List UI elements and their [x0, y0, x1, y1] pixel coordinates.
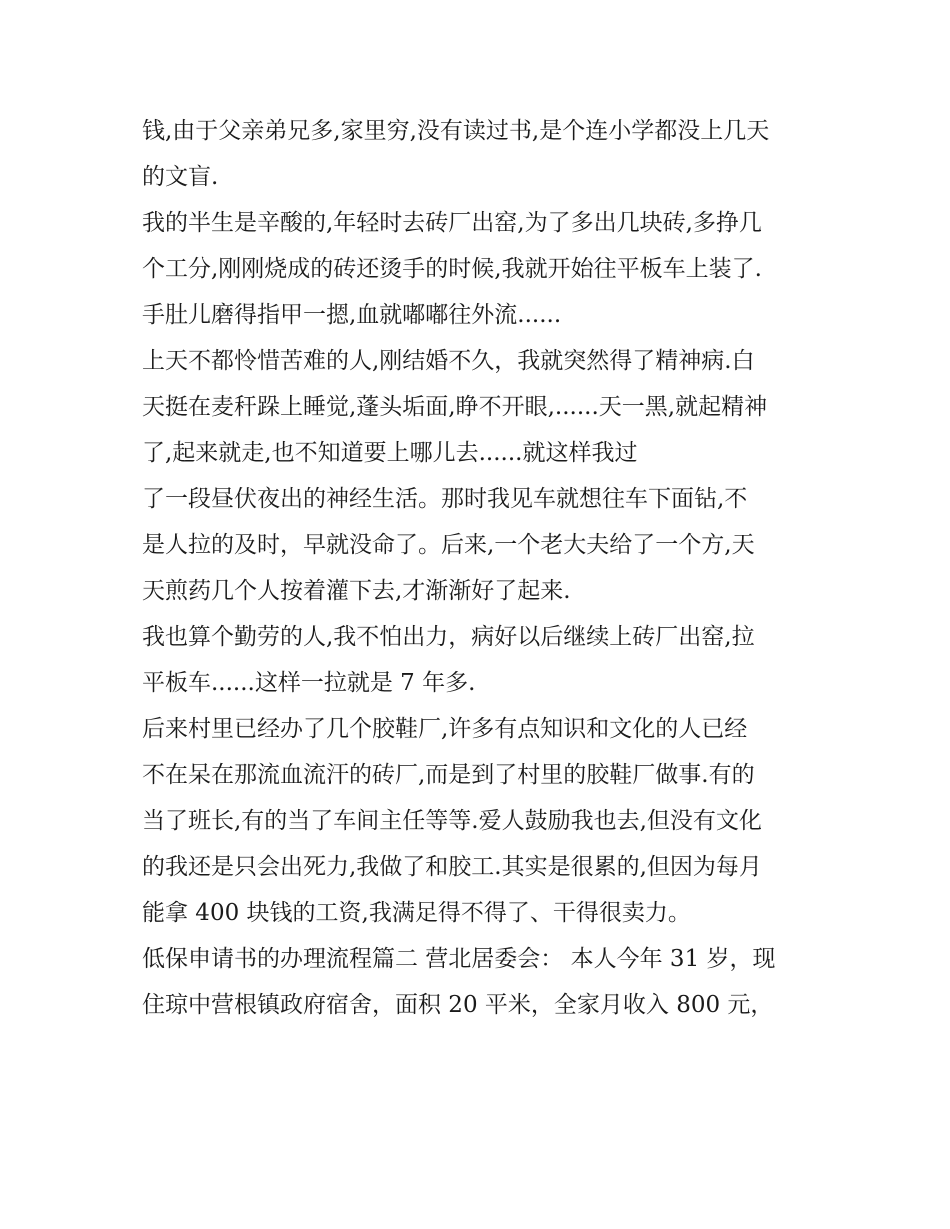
text-line: 住琼中营根镇政府宿舍，面积 20 平米，全家月收入 800 元， [142, 992, 774, 1018]
text-line: 天挺在麦秆跺上睡觉,蓬头垢面,睁不开眼,......天一黑,就起精神 [142, 394, 768, 420]
text-line: 的文盲. [142, 164, 219, 190]
body-text [142, 108, 822, 1028]
text-line: 个工分,刚刚烧成的砖还烫手的时候,我就开始往平板车上装了. [142, 256, 762, 282]
text-line: 后来村里已经办了几个胶鞋厂,许多有点知识和文化的人已经 [142, 716, 748, 742]
text-line: 是人拉的及时，早就没命了。后来,一个老大夫给了一个方,天 [142, 532, 755, 558]
text-line: 不在呆在那流血流汗的砖厂,而是到了村里的胶鞋厂做事.有的 [142, 762, 755, 788]
text-line: 了一段昼伏夜出的神经生活。那时我见车就想往车下面钻,不 [142, 486, 748, 512]
text-line: 了,起来就走,也不知道要上哪儿去......就这样我过 [142, 440, 638, 466]
text-line: 我也算个勤劳的人,我不怕出力，病好以后继续上砖厂出窑,拉 [142, 624, 755, 650]
text-line: 天煎药几个人按着灌下去,才渐渐好了起来. [142, 578, 571, 604]
text-line: 当了班长,有的当了车间主任等等.爱人鼓励我也去,但没有文化 [142, 808, 762, 834]
text-line: 我的半生是辛酸的,年轻时去砖厂出窑,为了多出几块砖,多挣几 [142, 210, 762, 236]
text-line: 的我还是只会出死力,我做了和胶工.其实是很累的,但因为每月 [142, 854, 762, 880]
text-line: 平板车......这样一拉就是 7 年多. [142, 670, 476, 696]
text-line: 手肚儿磨得指甲一摁,血就嘟嘟往外流...... [142, 302, 562, 328]
text-line: 上天不都怜惜苦难的人,刚结婚不久，我就突然得了精神病.白 [142, 348, 755, 374]
text-line: 低保申请书的办理流程篇二 营北居委会： 本人今年 31 岁，现 [142, 946, 776, 972]
text-line: 钱,由于父亲弟兄多,家里穷,没有读过书,是个连小学都没上几天 [142, 118, 770, 144]
text-line: 能拿 400 块钱的工资,我满足得不得了、干得很卖力。 [142, 900, 691, 926]
